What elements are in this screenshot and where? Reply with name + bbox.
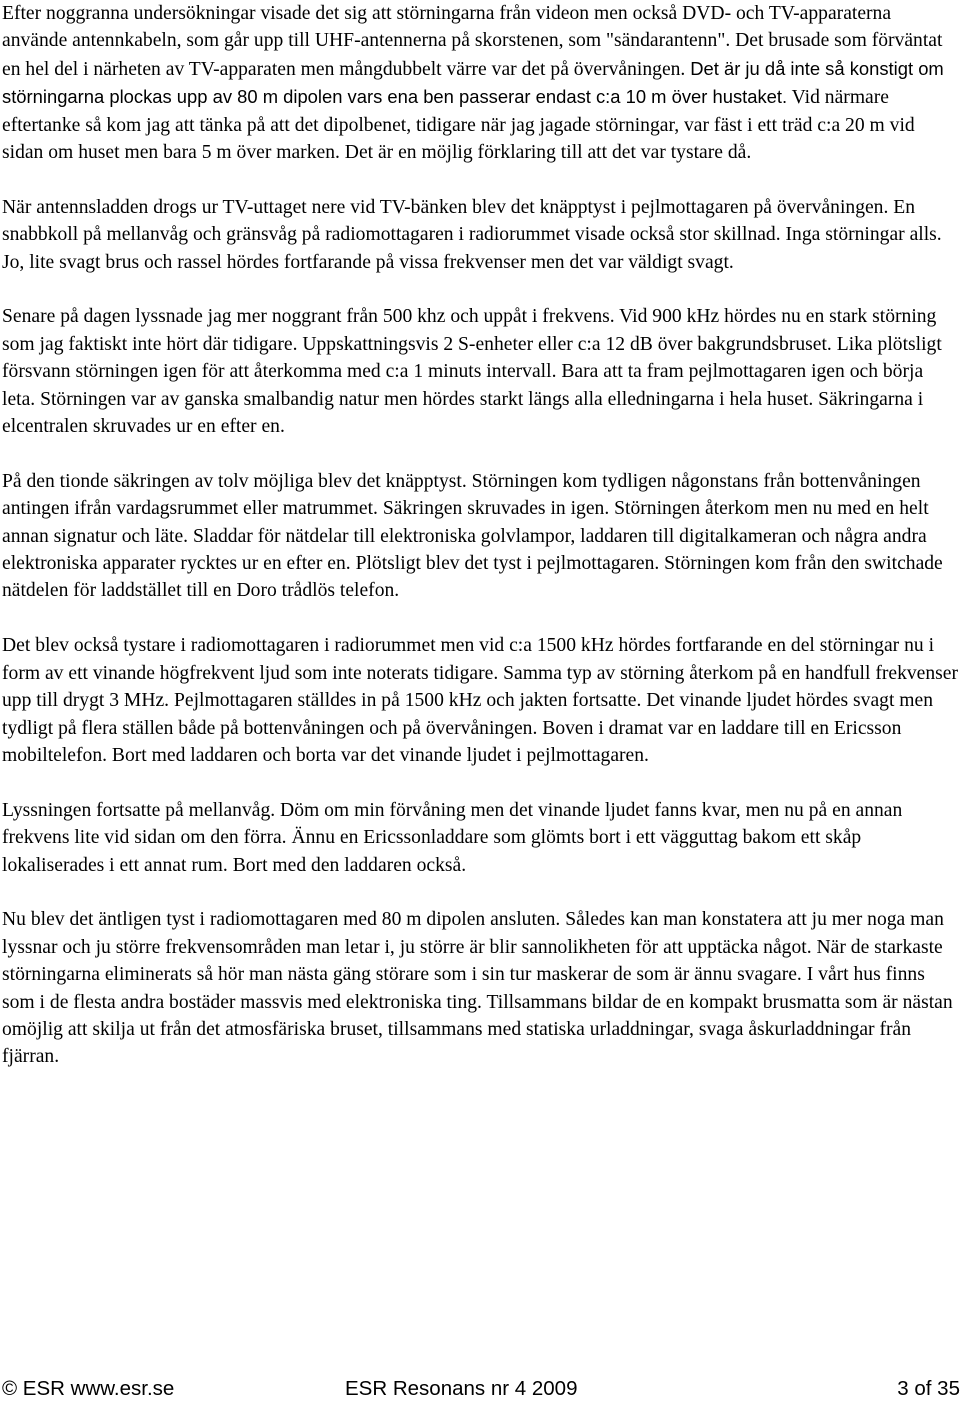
footer-page-number: 3 of 35 <box>897 1377 960 1400</box>
paragraph-5 <box>2 632 958 769</box>
paragraph-1-text: Efter noggranna undersökningar visade det sig att störningarna från videon men också DVD- och TV-apparaterna använde antennkabeln, som går upp till UHF-antennerna på skorstenen, som "sändarantenn". Det brusade som förväntat en hel del i närheten av TV-apparaten men mångdubbelt värre var det på övervåningen. <box>2 3 943 80</box>
page-footer <box>2 1376 960 1402</box>
paragraph-4-text: På den tionde säkringen av tolv möjliga blev det knäpptyst. Störningen kom tydligen någonstans från bottenvåningen antingen ifrån vardagsrummet eller matrummet. Säkringen skruvades in igen. Störningen återkom men nu med en helt annan signatur och läte. Sladdar för nätdelar till elektroniska golvlampor, laddaren till digitalkameran och några andra elektroniska apparater rycktes ur en efter en. Plötsligt blev det tyst i pejlmottagaren. Störningen kom från den switchade nätdelen för laddstället till en Doro trådlös telefon. <box>2 470 943 602</box>
paragraph-1 <box>2 0 958 166</box>
paragraph-3-text: Senare på dagen lyssnade jag mer noggrant från 500 khz och uppåt i frekvens. Vid 900 kHz hördes nu en stark störning som jag faktiskt inte hört där tidigare. Uppskattningsvis 2 S-enheter eller c:a 12 dB över bakgrundsbruset. Lika plötsligt försvann störningen igen för att återkomma med c:a 1 minuts intervall. Bara att ta fram pejlmottagaren igen och börja leta. Störningen var av ganska smalbandig natur men hördes starkt längs alla elledningarna i hela huset. Säkringarna i elcentralen skruvades ur en efter en. <box>2 306 942 438</box>
paragraph-4 <box>2 468 958 605</box>
paragraph-6 <box>2 797 958 879</box>
paragraph-1-text-end: Vid närmare eftertanke så kom jag att tänka på att det dipolbenet, tidigare när jag jagade störningar, var fäst i ett träd c:a 20 m vid sidan om huset men bara 5 m över marken. Det är en möjlig förklaring till att det var tystare då. <box>2 87 915 164</box>
article-body <box>2 0 958 1098</box>
paragraph-5-text: Det blev också tystare i radiomottagaren i radiorummet men vid c:a 1500 kHz hördes fortfarande en del störningar nu i form av ett vinande högfrekvent ljud som inte noterats tidigare. Samma typ av störning återkom på en handfull frekvenser upp till drygt 3 MHz. Pejlmottagaren ställdes in på 1500 kHz och jakten fortsatte. Det vinande ljudet hördes svagt men tydligt på flera ställen både på bottenvåningen och på övervåningen. Boven i dramat var en laddare till en Ericsson mobiltelefon. Bort med laddaren och borta var det vinande ljudet i pejlmottagaren. <box>2 635 959 766</box>
footer-copyright: © ESR www.esr.se <box>2 1377 175 1400</box>
paragraph-2 <box>2 194 958 276</box>
footer-publication: ESR Resonans nr 4 2009 <box>345 1377 578 1400</box>
paragraph-3 <box>2 303 958 440</box>
paragraph-7-text: Nu blev det äntligen tyst i radiomottagaren med 80 m dipolen ansluten. Således kan man konstatera att ju mer noga man lyssnar och ju större frekvensområden man letar i, ju större är blir sannolikheten för att upptäcka något. När de starkaste störningarna eliminerats så hör man nästa gäng störare som i sin tur maskerar de som är ännu svagare. I vårt hus finns som i de flesta andra bostäder massvis med elektroniska ting. Tillsammans bildar de en kompakt brusmatta som är nästan omöjlig att skilja ut från det atmosfäriska bruset, tillsammans med statiska urladdningar, svaga åskurladdningar från fjärran. <box>2 909 953 1068</box>
paragraph-1-sans-sentence: Det är ju då inte så konstigt om störningarna plockas upp av 80 m dipolen vars ena ben passerar endast c:a 10 m över hustaket. <box>2 57 944 108</box>
paragraph-7 <box>2 906 958 1070</box>
paragraph-6-text: Lyssningen fortsatte på mellanvåg. Döm om min förvåning men det vinande ljudet fanns kvar, men nu på en annan frekvens lite vid sidan om den förra. Ännu en Ericssonladdare som glömts bort i ett vägguttag bakom ett skåp lokaliserades i ett annat rum. Bort med den laddaren också. <box>2 799 903 876</box>
paragraph-2-text: När antennsladden drogs ur TV-uttaget nere vid TV-bänken blev det knäpptyst i pejlmottagaren på övervåningen. En snabbkoll på mellanvåg och gränsvåg på radiomottagaren i radiorummet visade också stor skillnad. Inga störningar alls. Jo, lite svagt brus och rassel hördes fortfarande på vissa frekvenser men det var väldigt svagt. <box>2 196 942 273</box>
